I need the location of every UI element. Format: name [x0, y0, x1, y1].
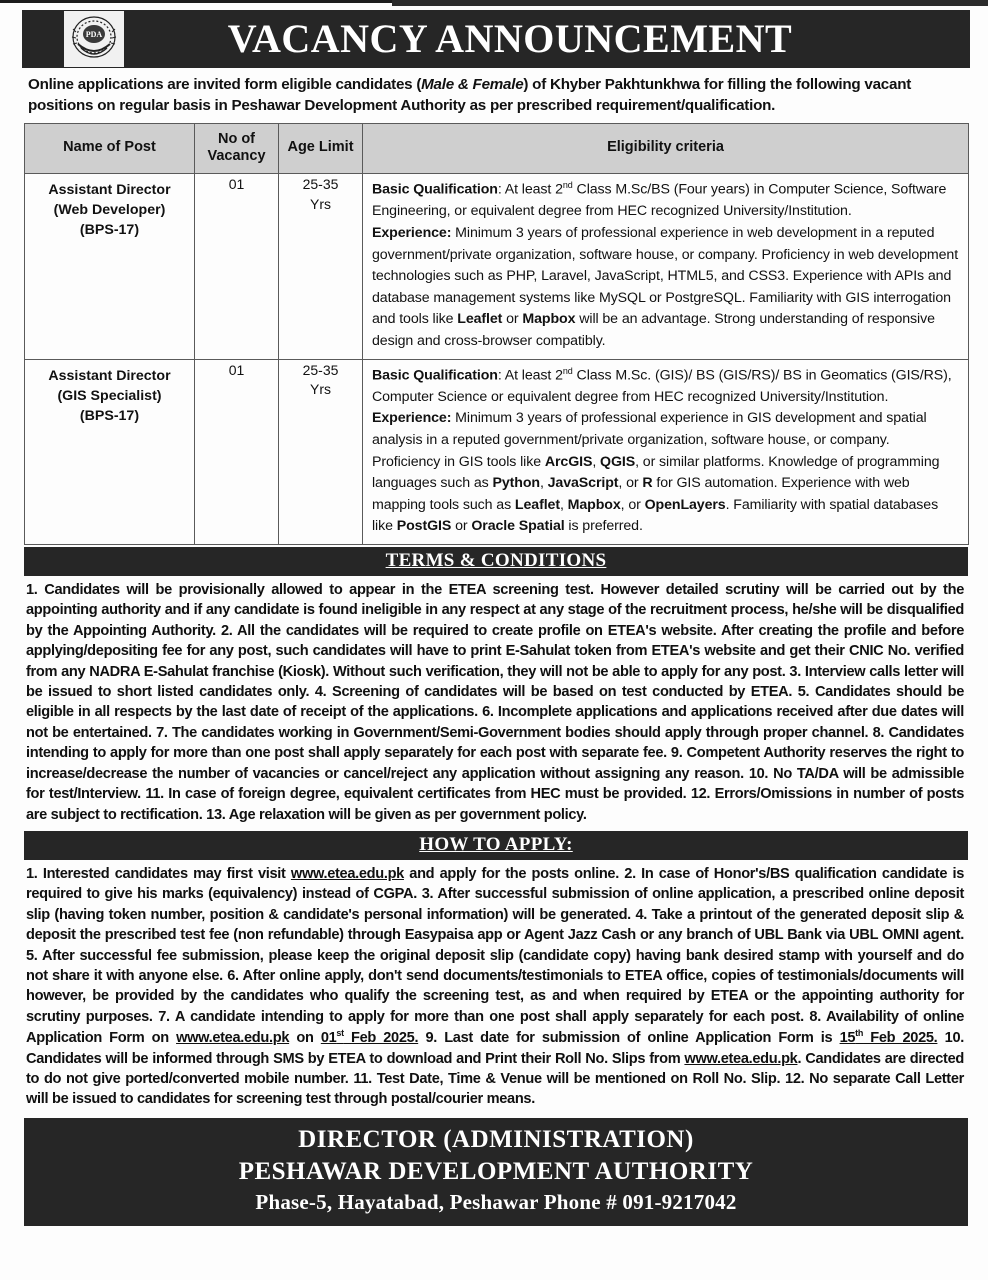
apply-item-number: 4.: [635, 906, 648, 923]
eligibility-gis-specialist: [363, 359, 969, 544]
footer-address-phone: Phase-5, Hayatabad, Peshawar Phone # 091-9217042: [255, 1189, 737, 1214]
announcement-document: [22, 10, 970, 1226]
ordinal-suffix: nd: [562, 180, 573, 191]
apply-item-text: Interested candidates may first visit: [37, 865, 291, 882]
sep-10: is preferred.: [564, 518, 643, 535]
application-close-date: 15th Feb 2025.: [839, 1028, 938, 1047]
apply-item-text: In case of Honor's/BS qualification candidate is required to give his marks (equivalency) instead of CGPA.: [26, 865, 964, 903]
exp-tail: will be an advantage. Strong understanding of responsive design and cross-browser compatibly.: [372, 311, 935, 349]
vacancy-count-gis-specialist: 01: [195, 359, 279, 544]
terms-item-number: 5.: [797, 683, 810, 700]
experience-text: Minimum 3 years of professional experience in GIS development and spatial analysis in a reputed government/private organization, software house, or company. Proficiency in GIS tools like: [372, 410, 927, 470]
sep-8: . Familiarity with spatial databases like: [372, 496, 939, 535]
terms-item-number: 7.: [156, 724, 168, 741]
svg-text:PDA: PDA: [85, 30, 103, 39]
intro-paragraph: [22, 68, 970, 123]
apply-item-number: 6.: [227, 968, 239, 985]
terms-item-number: 12.: [690, 786, 711, 803]
apply-item-text: No separate Call Letter will be issued to candidates for screening test through postal/courier means.: [26, 1071, 964, 1108]
apply-item-number: 9.: [425, 1030, 437, 1047]
terms-item-text: Incomplete applications and applications received after due dates will not be entertained.: [26, 704, 964, 741]
terms-item-text: Errors/Omissions in number of posts are subject to rectification.: [26, 786, 965, 823]
vacancy-table: [24, 123, 969, 545]
tool-openlayers: OpenLayers: [644, 496, 726, 513]
sep-6: ,: [559, 496, 568, 513]
date-open-prefix: on: [289, 1030, 321, 1047]
terms-and-conditions-heading: [24, 547, 968, 576]
how-to-apply-body: [22, 860, 970, 1114]
footer-designation: DIRECTOR (ADMINISTRATION): [298, 1125, 694, 1153]
post-line-3: (BPS-17): [79, 407, 140, 424]
apply-item-number: 3.: [421, 886, 434, 903]
application-open-date: 01st Feb 2025.: [320, 1028, 419, 1047]
age-unit: Yrs: [310, 195, 331, 212]
terms-item-text: Age relaxation will be given as per government policy.: [225, 806, 587, 823]
sep-2: , or similar platforms. Knowledge of programming languages such as: [372, 453, 940, 492]
post-line-2: (GIS Specialist): [57, 387, 162, 404]
intro-text-part2: ) of Khyber Pakhtunkhwa for filling the following vacant positions on regular basis in Peshawar Development Authority as per prescribed requirement/qualification.: [28, 76, 912, 114]
exp-mid: or: [502, 311, 523, 328]
tool-mapbox: Mapbox: [567, 496, 621, 513]
eligibility-web-developer: [363, 174, 969, 359]
db-postgis: PostGIS: [396, 518, 452, 535]
sep-3: ,: [539, 475, 548, 492]
terms-item-number: 1.: [26, 581, 38, 598]
terms-item-number: 10.: [748, 765, 769, 782]
apply-item-number: 1.: [26, 865, 38, 882]
age-range: 25-35: [302, 176, 339, 193]
terms-item-text: The candidates working in Government/Semi-Government bodies should apply through proper channel.: [167, 724, 873, 741]
terms-item-number: 9.: [670, 745, 683, 762]
column-header-eligibility: Eligibility criteria: [363, 123, 969, 173]
apply-item-number: 10.: [944, 1030, 964, 1047]
apply-item-text: Last date for submission of online Application Form is: [436, 1030, 840, 1047]
column-header-post: Name of Post: [25, 123, 195, 173]
page-title: VACANCY ANNOUNCEMENT: [227, 16, 793, 61]
terms-item-text: In case of foreign degree, equivalent certificates from HEC must be provided.: [163, 786, 691, 803]
sep-1: ,: [592, 453, 601, 470]
column-header-vacancy: No of Vacancy: [195, 123, 279, 173]
page-top-rule-secondary: [392, 0, 988, 6]
announcement-footer: [24, 1118, 968, 1226]
apply-item-number: 8.: [809, 1008, 821, 1025]
sep-7: , or: [620, 496, 645, 513]
column-header-age: Age Limit: [279, 123, 363, 173]
tool-qgis: QGIS: [600, 453, 636, 470]
terms-item-number: 2.: [220, 622, 233, 639]
terms-and-conditions-body: [22, 576, 970, 829]
age-limit-gis-specialist: [279, 359, 363, 544]
intro-emphasis: Male & Female: [421, 76, 524, 93]
how-to-apply-heading-text: HOW TO APPLY:: [419, 833, 573, 855]
basic-text-a: : At least 2: [497, 181, 563, 198]
announcement-header: [22, 10, 970, 68]
terms-item-text: All the candidates will be required to create profile on ETEA's website. After creating the profile and before applying/depositing fee for any post, such candidates will have to print E-Sahulat token from ETEA's website and get their CNIC No. verified from any NADRA E-Sahulat franchise (Kiosk). Without such verification, they will not be able to apply for any post.: [26, 622, 964, 680]
terms-item-text: Competent Authority reserves the right to increase/decrease the number of vacancies or cancel/reject any application without assigning any reason.: [26, 745, 964, 782]
post-line-1: Assistant Director: [48, 367, 171, 384]
basic-text-b: Class M.Sc/BS (Four years) in Computer Science, Software Engineering, or equivalent degree from HEC recognized University/Institution.: [372, 181, 947, 220]
age-unit: Yrs: [310, 381, 331, 398]
terms-item-text: Candidates intending to apply for more than one post shall apply separately for each post with separate fee.: [26, 724, 964, 762]
footer-organization: PESHAWAR DEVELOPMENT AUTHORITY: [238, 1158, 754, 1186]
lang-r: R: [642, 475, 653, 492]
lang-python: Python: [492, 475, 540, 492]
lang-javascript: JavaScript: [547, 475, 619, 492]
terms-item-number: 13.: [206, 806, 226, 823]
terms-item-number: 3.: [789, 663, 801, 680]
sep-9: or: [451, 518, 472, 535]
terms-item-text: Candidates will be provisionally allowed to appear in the ETEA screening test. However detailed scrutiny will be carried out by the appointing authority and if any candidate is found ineligible in any respect at any stage of the recruitment process, he/she will be disqualified by the Appointing Authority.: [26, 581, 964, 639]
terms-item-text: Screening of candidates will be based on test conducted by ETEA.: [326, 683, 798, 700]
basic-qualification-label: Basic Qualification: [372, 367, 498, 384]
etea-website-link[interactable]: www.etea.edu.pk: [290, 865, 404, 882]
experience-text: Minimum 3 years of professional experience in web development in a reputed government/private organization, software house, or company. Proficiency in web development technologies such as PHP, Laravel, JavaScript, HTML5, and CSS3. Experience with APIs and database management systems like MySQL or PostgreSQL. Familiarity with GIS interrogation and tools like: [372, 225, 959, 328]
terms-item-number: 8.: [872, 724, 885, 741]
post-line-1: Assistant Director: [48, 182, 171, 199]
vacancy-count-web-developer: 01: [195, 174, 279, 359]
etea-website-link[interactable]: www.etea.edu.pk: [684, 1050, 798, 1067]
apply-item-text: A candidate intending to apply for more than one post shall apply separately for each post.: [169, 1008, 810, 1025]
how-to-apply-heading: [24, 831, 968, 860]
apply-item-text: Take a printout of the generated deposit slip & deposit the prescribed test fee (non refundable) through Easypaisa app or Agent Jazz Cash or any branch of UBL Bank via UBL OMNI agent.: [26, 906, 964, 944]
db-oracle-spatial: Oracle Spatial: [471, 518, 565, 535]
table-row: [25, 359, 969, 544]
post-line-2: (Web Developer): [53, 202, 166, 219]
tool-arcgis: ArcGIS: [544, 453, 593, 470]
apply-item-number: 12.: [785, 1071, 805, 1088]
age-limit-web-developer: [279, 174, 363, 359]
terms-item-text: Interview calls letter will be issued to short listed candidates only.: [26, 663, 964, 700]
basic-text-b: Class M.Sc. (GIS)/ BS (GIS/RS)/ BS in Geomatics (GIS/RS), Computer Science or equivalent degree from HEC recognized University/Institution.: [372, 367, 952, 405]
apply-item-text: Test Date, Time & Venue will be mentioned on Roll No. Slip.: [371, 1071, 786, 1088]
table-row: [25, 174, 969, 359]
terms-item-number: 4.: [314, 683, 327, 700]
apply-item-text: After successful submission of online application, a prescribed online deposit slip (having token number, position & candidate's personal information) will be generated.: [26, 886, 964, 923]
apply-item-number: 11.: [353, 1071, 372, 1088]
tool-leaflet: Leaflet: [514, 496, 560, 513]
apply-item-number: 5.: [26, 947, 38, 964]
apply-item-number: 2.: [624, 865, 636, 882]
apply-item-text: After successful fee submission, please keep the original deposit slip (candidate copy) having bank desired stamp with yourself and do not share it with anyone else.: [26, 947, 964, 985]
etea-website-link[interactable]: www.etea.edu.pk: [176, 1030, 290, 1047]
post-name-gis-specialist: [25, 359, 195, 544]
terms-heading-text: TERMS & CONDITIONS: [385, 549, 607, 571]
tool-leaflet: Leaflet: [457, 311, 503, 328]
table-header-row: [25, 123, 969, 173]
experience-label: Experience:: [372, 410, 452, 427]
tool-mapbox: Mapbox: [522, 311, 576, 328]
sep-5: for GIS automation. Experience with web mapping tools such as: [372, 475, 910, 513]
terms-item-number: 6.: [482, 704, 494, 721]
apply-item-text: . Candidates are directed to do not give ported/converted mobile number.: [26, 1050, 964, 1088]
basic-qualification-label: Basic Qualification: [372, 181, 498, 198]
basic-text-a: : At least 2: [497, 367, 563, 384]
sep-4: , or: [618, 475, 643, 492]
apply-item-text: Availability of online Application Form on: [26, 1008, 965, 1047]
post-name-web-developer: [25, 174, 195, 359]
experience-label: Experience:: [372, 225, 452, 242]
apply-item-number: 7.: [158, 1008, 170, 1025]
apply-item-text: After online apply, don't send documents/testimonials to ETEA office, copies of testimonials/documents will however, be provided by the candidates who qualify the screening test, as and when required by ETEA or the appointing authority for scrutiny purposes.: [26, 968, 964, 1025]
age-range: 25-35: [302, 361, 339, 378]
pda-crest-logo: [64, 11, 124, 67]
apply-item-tail: and apply for the posts online.: [403, 865, 625, 882]
pda-crest-logo-icon: [68, 14, 120, 64]
terms-item-text: No TA/DA will be admissible for test/Interview.: [26, 765, 964, 803]
terms-item-number: 11.: [145, 786, 164, 803]
apply-item-text: Candidates will be informed through SMS by ETEA to download and Print their Roll No. Slips from: [26, 1050, 685, 1067]
intro-text-part1: Online applications are invited form eligible candidates (: [28, 76, 422, 93]
post-line-3: (BPS-17): [79, 222, 140, 239]
ordinal-suffix: nd: [562, 365, 573, 376]
terms-item-text: Candidates should be eligible in all respects by the last date of receipt of the applications.: [26, 683, 965, 721]
